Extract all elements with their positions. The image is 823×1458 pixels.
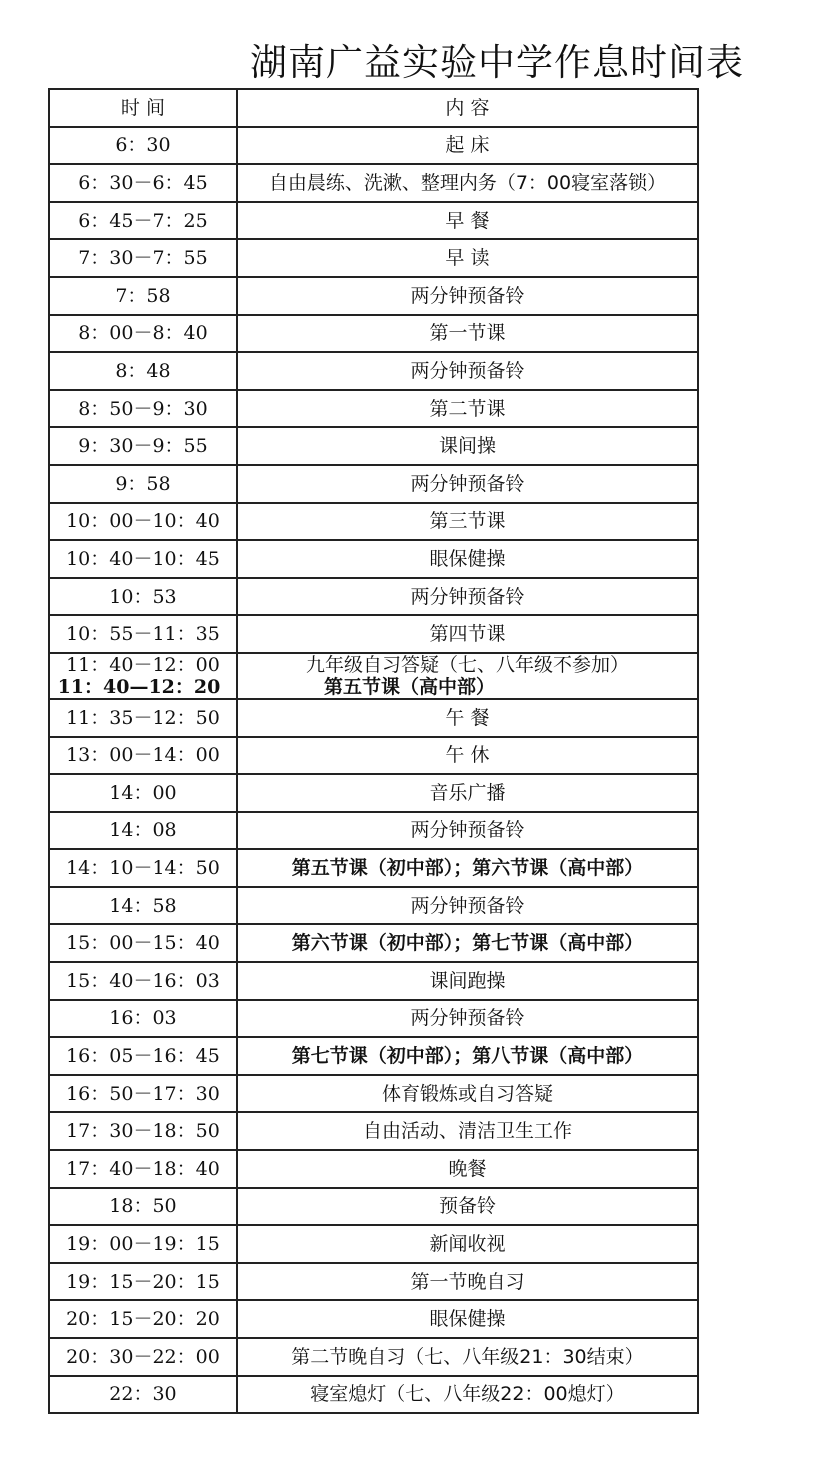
time-cell: 6：45－7：25 (49, 202, 237, 240)
content-cell: 自由活动、清洁卫生工作 (237, 1112, 698, 1150)
time-text: 11：40－12：00 (66, 653, 220, 676)
time-cell: 6：30－6：45 (49, 164, 237, 202)
content-cell: 两分钟预备铃 (237, 465, 698, 503)
content-cell: 第二节课 (237, 390, 698, 428)
content-cell: 第七节课（初中部）；第八节课（高中部） (237, 1037, 698, 1075)
table-row (49, 962, 698, 1000)
table-row (49, 812, 698, 850)
content-cell: 第一节晚自习 (237, 1263, 698, 1301)
time-cell: 14：08 (49, 812, 237, 850)
content-cell: 晚餐 (237, 1150, 698, 1188)
time-cell: 22：30 (49, 1376, 237, 1414)
time-cell: 14：00 (49, 774, 237, 812)
content-cell: 两分钟预备铃 (237, 887, 698, 925)
time-cell: 9：58 (49, 465, 237, 503)
content-cell: 两分钟预备铃 (237, 1000, 698, 1038)
content-cell: 早 读 (237, 239, 698, 277)
time-cell: 16：03 (49, 1000, 237, 1038)
time-text-secondary: 11：40—12：20 (57, 675, 221, 698)
time-cell: 7：30－7：55 (49, 239, 237, 277)
content-cell: 自由晨练、洗漱、整理内务（7：00寝室落锁） (237, 164, 698, 202)
content-cell: 第三节课 (237, 503, 698, 541)
table-row (49, 427, 698, 465)
page-title: 湖南广益实验中学作息时间表 (250, 41, 744, 84)
table-row (49, 1376, 698, 1414)
content-cell: 午 餐 (237, 699, 698, 737)
content-cell: 起 床 (237, 127, 698, 165)
content-cell: 两分钟预备铃 (237, 352, 698, 390)
time-cell: 17：40－18：40 (49, 1150, 237, 1188)
table-row (49, 352, 698, 390)
content-cell: 第六节课（初中部）；第七节课（高中部） (237, 924, 698, 962)
content-cell: 体育锻炼或自习答疑 (237, 1075, 698, 1113)
content-cell: 午 休 (237, 737, 698, 775)
content-text: 九年级自习答疑（七、八年级不参加） (305, 653, 629, 676)
content-cell: 眼保健操 (237, 540, 698, 578)
time-cell: 8：50－9：30 (49, 390, 237, 428)
content-cell: 音乐广播 (237, 774, 698, 812)
time-cell: 16：05－16：45 (49, 1037, 237, 1075)
table-row (49, 578, 698, 616)
time-cell: 19：00－19：15 (49, 1225, 237, 1263)
table-row (49, 239, 698, 277)
table-row (49, 1225, 698, 1263)
time-cell: 8：00－8：40 (49, 315, 237, 353)
table-row (49, 615, 698, 653)
content-header: 内 容 (237, 89, 698, 127)
content-cell: 两分钟预备铃 (237, 277, 698, 315)
content-cell: 第五节课（初中部）；第六节课（高中部） (237, 849, 698, 887)
content-cell: 预备铃 (237, 1188, 698, 1226)
table-header-row (49, 89, 698, 127)
schedule-body (49, 89, 698, 1413)
time-cell: 9：30－9：55 (49, 427, 237, 465)
time-cell: 10：53 (49, 578, 237, 616)
time-cell: 20：15－20：20 (49, 1300, 237, 1338)
schedule-table (48, 88, 699, 1414)
content-cell: 第四节课 (237, 615, 698, 653)
table-row (49, 1075, 698, 1113)
time-cell: 10：55－11：35 (49, 615, 237, 653)
table-row (49, 465, 698, 503)
time-cell: 15：00－15：40 (49, 924, 237, 962)
time-cell: 13：00－14：00 (49, 737, 237, 775)
time-cell: 19：15－20：15 (49, 1263, 237, 1301)
table-row (49, 849, 698, 887)
content-cell: 眼保健操 (237, 1300, 698, 1338)
content-cell: 早 餐 (237, 202, 698, 240)
time-cell: 20：30－22：00 (49, 1338, 237, 1376)
table-row (49, 315, 698, 353)
content-cell: 寝室熄灯（七、八年级22：00熄灯） (237, 1376, 698, 1414)
table-row (49, 1112, 698, 1150)
content-cell: 第二节晚自习（七、八年级21：30结束） (237, 1338, 698, 1376)
table-row (49, 1263, 698, 1301)
time-header: 时 间 (49, 89, 237, 127)
table-row (49, 127, 698, 165)
table-row (49, 774, 698, 812)
content-cell (237, 653, 698, 699)
table-row (49, 503, 698, 541)
table-row (49, 1000, 698, 1038)
content-cell: 两分钟预备铃 (237, 578, 698, 616)
content-cell: 课间操 (237, 427, 698, 465)
content-cell: 课间跑操 (237, 962, 698, 1000)
content-cell: 新闻收视 (237, 1225, 698, 1263)
time-cell: 6：30 (49, 127, 237, 165)
content-text-secondary: 第五节课（高中部） (323, 675, 495, 698)
time-cell: 7：58 (49, 277, 237, 315)
table-row (49, 699, 698, 737)
table-row (49, 924, 698, 962)
time-cell: 11：35－12：50 (49, 699, 237, 737)
time-cell: 18：50 (49, 1188, 237, 1226)
time-cell: 17：30－18：50 (49, 1112, 237, 1150)
table-row (49, 653, 698, 699)
content-cell: 第一节课 (237, 315, 698, 353)
table-row (49, 390, 698, 428)
time-cell: 15：40－16：03 (49, 962, 237, 1000)
content-cell: 两分钟预备铃 (237, 812, 698, 850)
time-cell: 10：40－10：45 (49, 540, 237, 578)
table-row (49, 1150, 698, 1188)
time-cell: 16：50－17：30 (49, 1075, 237, 1113)
table-row (49, 1338, 698, 1376)
time-cell: 10：00－10：40 (49, 503, 237, 541)
table-row (49, 1300, 698, 1338)
table-row (49, 202, 698, 240)
table-row (49, 164, 698, 202)
table-row (49, 1037, 698, 1075)
table-row (49, 540, 698, 578)
table-row (49, 737, 698, 775)
table-row (49, 277, 698, 315)
table-row (49, 1188, 698, 1226)
time-cell: 14：10－14：50 (49, 849, 237, 887)
time-cell: 14：58 (49, 887, 237, 925)
time-cell: 8：48 (49, 352, 237, 390)
table-row (49, 887, 698, 925)
